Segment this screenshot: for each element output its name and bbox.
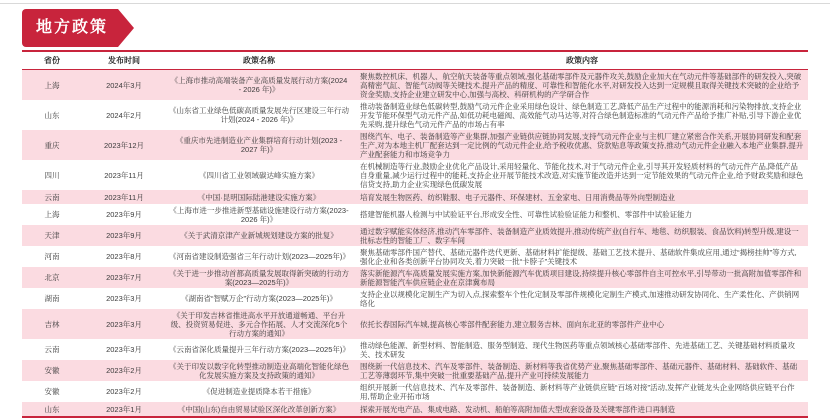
cell-date: 2023年2月 [106, 366, 142, 375]
section-banner [22, 9, 134, 47]
cell-date: 2023年1月 [106, 404, 142, 414]
cell-policy-name: 《关于印发以数字化转型推动制造业高端化智能化绿色化发展实施方案及支持政策的通知》 [169, 361, 349, 380]
cell-date: 2023年3月 [106, 345, 142, 354]
cell-policy-content: 落实新能源汽车高质量发展实施方案,加快新能源汽车优质项目建设,持续提升核心零部件自主可控水平,引导带动一批高附加值零部件和新能源智能汽车供应链企业在京津冀布局 [360, 268, 802, 287]
cell-policy-name: 《四川省工业领域碳达峰实施方案》 [199, 170, 319, 180]
table-row [22, 204, 808, 225]
table-row [22, 70, 808, 100]
cell-policy-content: 围绕新一代信息技术、汽车及零部件、装备制造、新材料等我省优势产业,聚焦基础零部件、基础元器件、基础材料、基础软件、基础工艺等薄弱环节,集中突破一批重要基础产品,提升产业可持续发展能力 [360, 361, 798, 380]
table-row [22, 100, 808, 130]
col-header-date: 发布时间 [108, 56, 140, 65]
banner-arrow-icon [118, 9, 134, 47]
table-row [22, 402, 808, 416]
cell-date: 2023年7月 [106, 273, 142, 282]
cell-date: 2023年8月 [106, 252, 142, 261]
cell-policy-name: 《上海市进一步推进新型基础设施建设行动方案(2023-2026 年)》 [169, 205, 349, 224]
cell-date: 2023年3月 [106, 319, 142, 329]
table-row [22, 130, 808, 160]
table-row [22, 381, 808, 402]
cell-province: 重庆 [44, 140, 60, 150]
cell-policy-content: 围绕汽车、电子、装备制造等产业集群,加强产业链供应链协同发展,支持气动元件企业与主机厂建立紧密合作关系,开展协同研发和配套生产,对为本地主机厂配套达到一定比例的气动元件企业,给予税收优惠、贷款贴息等政策支持,推动气动元件企业融入本地产业集群,提升产业配套能力和市场竞争力 [360, 131, 804, 159]
cell-province: 山东 [44, 404, 60, 414]
col-header-policy-content: 政策内容 [566, 56, 598, 65]
section-title: 地方政策 [22, 9, 118, 47]
cell-policy-content: 支持企业以规模化定制生产为切入点,探索整车个性化定制及零部件规模化定制生产模式,加速推动研发协同化、生产柔性化、产供销网络化 [360, 289, 800, 308]
cell-policy-content: 搭建智能机器人检测与中试验证平台,形成安全性、可靠性试验验证能力和整机、零部件中试验证能力 [360, 210, 693, 219]
cell-policy-name: 《云南省深化质量提升三年行动方案(2023—2025年)》 [169, 345, 350, 354]
cell-policy-content: 推动装备制造业绿色低碳转型,鼓励气动元件企业采用绿色设计、绿色制造工艺,降低产品生产过程中的能源消耗和污染物排放,支持企业开发节能环保型气动元件产品,如低功耗电磁阀、高效能气动马达等,对符合绿色制造标准的气动元件产品给予推广补贴,引导下游企业优先采购,提升绿色气动元件产品的市场占有率 [360, 101, 802, 129]
cell-policy-content: 探索开展光电产品、集成电路、发动机、船舶等高附加值大型成套设备及关键零部件进口再制造 [360, 404, 675, 414]
cell-province: 上海 [44, 210, 60, 219]
cell-policy-name: 《山东省工业绿色低碳高质量发展先行区建设三年行动计划(2024 - 2026 年)》 [169, 106, 349, 124]
cell-province: 云南 [44, 192, 60, 202]
cell-province: 北京 [44, 273, 60, 282]
cell-policy-name: 《河南省建设制造强省三年行动计划(2023—2025年)》 [169, 252, 350, 261]
cell-date: 2023年2月 [106, 387, 142, 396]
cell-policy-name: 《重庆市先进制造业产业集群培育行动计划(2023 - 2027 年)》 [175, 136, 343, 154]
cell-policy-name: 《上海市推动高端装备产业高质量发展行动方案(2024 - 2026 年)》 [170, 76, 348, 94]
cell-policy-content: 组织开展新一代信息技术、汽车及零部件、装备制造、新材料等产业链供应链“百场对接”活动,发挥产业链龙头企业网络供应链平台作用,帮助企业开拓市场 [360, 382, 795, 401]
cell-province: 天津 [44, 231, 60, 240]
cell-province: 四川 [44, 170, 60, 180]
cell-province: 吉林 [44, 319, 60, 329]
cell-date: 2024年2月 [106, 110, 142, 120]
table-row [22, 288, 808, 309]
cell-date: 2023年9月 [106, 231, 142, 240]
col-header-policy-name: 政策名称 [243, 56, 275, 65]
cell-policy-content: 聚焦基础零部件国产替代、基础元器件迭代更新、基础材料扩能提级、基础工艺技术提升、基础软件集成应用,通过“揭榜挂帅”等方式,强化企业和各类创新平台协同攻关,着力突破一批“卡脖子”关键技术 [360, 247, 797, 266]
table-header-row [22, 50, 808, 70]
policy-table-body [22, 70, 808, 416]
cell-policy-content: 培育发展生物医药、纺织鞋服、电子元器件、环保建材、五金家电、日用消费品等外向型制造业 [360, 192, 675, 202]
cell-province: 安徽 [44, 366, 60, 375]
table-row [22, 267, 808, 288]
policy-table [22, 50, 808, 418]
top-divider [0, 3, 830, 4]
cell-policy-name: 《关于进一步推动首都高质量发展取得新突破的行动方案(2023—2025年)》 [169, 268, 349, 287]
cell-policy-content: 依托长春国际汽车城,提高核心零部件配套能力,建立服务吉林、面向东北亚的零部件产业中心 [360, 319, 665, 329]
table-row [22, 339, 808, 360]
cell-date: 2023年12月 [103, 140, 145, 150]
cell-date: 2023年9月 [106, 210, 142, 219]
table-row [22, 246, 808, 267]
cell-date: 2023年11月 [104, 192, 144, 202]
cell-date: 2023年3月 [106, 294, 142, 303]
cell-policy-name: 《中国(山东)自由贸易试验区深化改革创新方案》 [177, 404, 341, 414]
table-row [22, 190, 808, 204]
cell-province: 安徽 [44, 387, 60, 396]
cell-province: 河南 [44, 252, 60, 261]
cell-policy-content: 在机械制造等行业,鼓励企业优化产品设计,采用轻量化、节能化技术,对于气动元件企业,引导其开发轻质材料的气动元件产品,降低产品自身重量,减少运行过程中的能耗,支持企业开展节能技术改造,对实施节能改造并达到一定节能效果的气动元件企业,给予财政奖励和绿色信贷支持,助力企业实现绿色低碳发展 [360, 161, 804, 189]
cell-province: 湖南 [44, 294, 60, 303]
table-row [22, 360, 808, 381]
cell-province: 上海 [44, 80, 60, 90]
cell-date: 2024年3月 [106, 80, 142, 90]
cell-province: 山东 [44, 110, 60, 120]
cell-date: 2023年11月 [104, 170, 144, 180]
cell-policy-name: 《湖南省“智赋万企”行动方案(2023—2025年)》 [181, 294, 337, 303]
col-header-province: 省份 [44, 56, 60, 65]
cell-policy-name: 《关于印发吉林省推进高水平开放通道畅通、平台升级、投资贸易促进、多元合作拓展、人才交流深化5个行动方案的通知》 [170, 310, 348, 338]
cell-policy-content: 推动绿色能源、新型材料、智能制造、服务型制造、现代生物医药等重点领域核心基础零部件、先进基础工艺、关键基础材料质量攻关、技术研发 [360, 340, 795, 359]
table-row [22, 225, 808, 246]
table-row [22, 309, 808, 339]
cell-province: 云南 [44, 345, 60, 354]
cell-policy-content: 通过数字赋能实体经济,推动汽车零部件、装备制造产业质效提升,推动传统产业(自行车、地毯、纺织服装、食品饮料)转型升级,建设一批标志性的智能工厂、数字车间 [360, 226, 799, 245]
cell-policy-name: 《关于武清京津产业新城规划建设方案的批复》 [180, 231, 338, 240]
table-row [22, 160, 808, 190]
cell-policy-name: 《促进制造业提质降本若干措施》 [202, 387, 316, 396]
cell-policy-name: 《中国·昆明国际陆港建设实施方案》 [197, 192, 321, 202]
cell-policy-content: 聚焦数控机床、机器人、航空航天装备等重点领域,强化基础零部件及元器件攻关,鼓励企业加大在气动元件等基础部件的研发投入,突破高精密气缸、智能气动阀等关键技术,提升产品的精度、可靠性和智能化水平,对研发投入达到一定规模且取得关键技术突破的企业给予资金奖励,支持企业建立研发中心,加强与高校、科研机构的产学研合作 [360, 71, 802, 99]
